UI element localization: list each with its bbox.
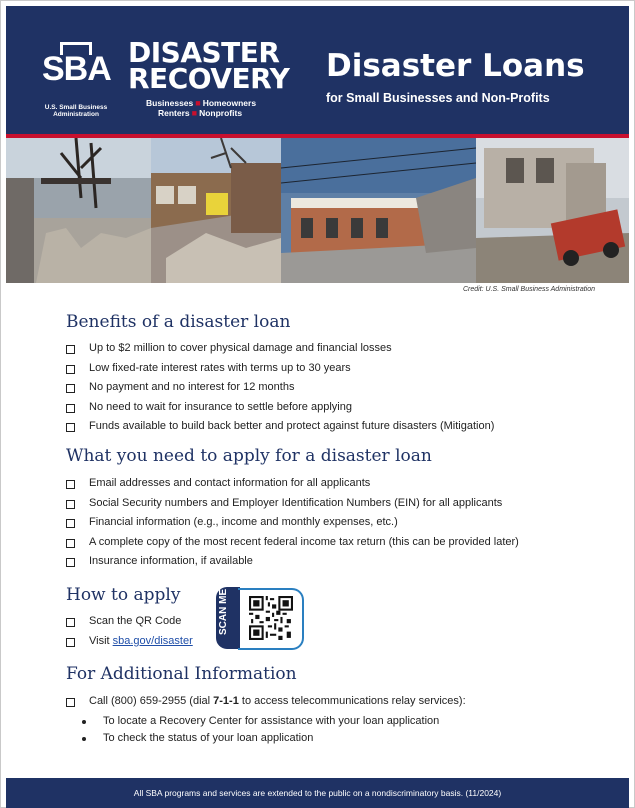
checkbox-icon <box>66 345 75 354</box>
separator-dot-icon: ■ <box>191 108 198 118</box>
additional-heading: For Additional Information <box>66 664 297 684</box>
requirement-text: Email addresses and contact information for all applicants <box>89 477 371 489</box>
checkbox-icon <box>66 638 75 647</box>
benefit-text: No need to wait for insurance to settle before applying <box>89 400 352 413</box>
relay-number: 7-1-1 <box>213 695 239 707</box>
list-item <box>66 494 519 514</box>
list-item <box>66 378 494 398</box>
apply-list <box>66 612 193 651</box>
photo-credit: Credit: U.S. Small Business Administration <box>462 286 595 293</box>
checkbox-icon <box>66 618 75 627</box>
list-item <box>66 632 193 652</box>
checkbox-icon <box>66 423 75 432</box>
benefit-text: Funds available to build back better and protect against future disasters (Mitigation) <box>89 420 495 432</box>
checkbox-icon <box>66 480 75 489</box>
list-item <box>66 552 519 572</box>
requirements-list <box>66 474 519 572</box>
benefit-text: Up to $2 million to cover physical damage and financial losses <box>89 342 392 354</box>
call-prefix: Call (800) 659-2955 (dial <box>89 695 214 707</box>
checkbox-icon <box>66 500 75 509</box>
sba-logo-subtitle: U.S. Small Business Administration <box>44 104 108 118</box>
list-item <box>66 474 519 494</box>
sba-disaster-link[interactable]: sba.gov/disaster <box>112 634 193 647</box>
checkbox-icon <box>66 519 75 528</box>
checkbox-icon <box>66 384 75 393</box>
program-title-line1: DISASTER <box>128 36 280 69</box>
call-suffix: to access telecommunications relay services): <box>238 695 466 707</box>
additional-list <box>66 692 466 712</box>
scan-me-label: SCAN ME <box>218 588 229 635</box>
sub-bullet-text: To check the status of your loan application <box>103 732 314 744</box>
checkbox-icon <box>66 365 75 374</box>
checkbox-icon <box>66 698 75 707</box>
program-title-line2: RECOVERY <box>128 62 290 95</box>
requirement-text: Financial information (e.g., income and monthly expenses, etc.) <box>89 516 398 528</box>
sba-logo-text: SBA <box>42 50 111 88</box>
bullet-icon <box>82 720 86 724</box>
tag-homeowners: Homeowners <box>202 98 257 108</box>
requirement-text: Insurance information, if available <box>89 555 253 567</box>
list-item <box>66 533 519 553</box>
requirements-heading: What you need to apply for a disaster loan <box>66 446 432 466</box>
tag-businesses: Businesses <box>146 98 194 108</box>
tag-nonprofits: Nonprofits <box>199 108 243 118</box>
benefit-text: No payment and no interest for 12 months <box>89 381 295 393</box>
page-title: Disaster Loans <box>326 48 585 84</box>
benefit-text: Low fixed-rate interest rates with terms up to 30 years <box>89 361 351 374</box>
footer-disclaimer: All SBA programs and services are extended to the public on a nondiscriminatory basis. (11/2024) <box>6 778 629 808</box>
checkbox-icon <box>66 558 75 567</box>
list-item <box>80 730 439 747</box>
list-item <box>66 398 494 418</box>
benefits-list <box>66 339 494 437</box>
page-subtitle: for Small Businesses and Non-Profits <box>326 91 550 105</box>
apply-heading: How to apply <box>66 585 181 605</box>
audience-tags <box>140 98 256 118</box>
qr-code-icon[interactable] <box>249 596 293 640</box>
list-item <box>80 713 439 730</box>
requirement-text: A complete copy of the most recent federal income tax return (this can be provided later) <box>89 535 519 548</box>
list-item <box>66 417 494 437</box>
tag-renters: Renters <box>158 108 190 118</box>
bullet-icon <box>82 737 86 741</box>
checkbox-icon <box>66 539 75 548</box>
list-item <box>66 612 193 632</box>
list-item <box>66 692 466 712</box>
separator-dot-icon: ■ <box>195 98 201 108</box>
program-title <box>128 36 290 95</box>
list-item <box>66 513 519 533</box>
list-item <box>66 339 494 359</box>
checkbox-icon <box>66 404 75 413</box>
visit-prefix: Visit <box>89 634 113 647</box>
sub-bullet-text: To locate a Recovery Center for assistance with your loan application <box>103 715 440 727</box>
requirement-text: Social Security numbers and Employer Identification Numbers (EIN) for all applicants <box>89 496 503 509</box>
disaster-damage-photo <box>6 138 629 283</box>
scan-instruction: Scan the QR Code <box>89 615 182 627</box>
list-item <box>66 359 494 379</box>
benefits-heading: Benefits of a disaster loan <box>66 312 291 332</box>
additional-sublist <box>80 713 439 747</box>
